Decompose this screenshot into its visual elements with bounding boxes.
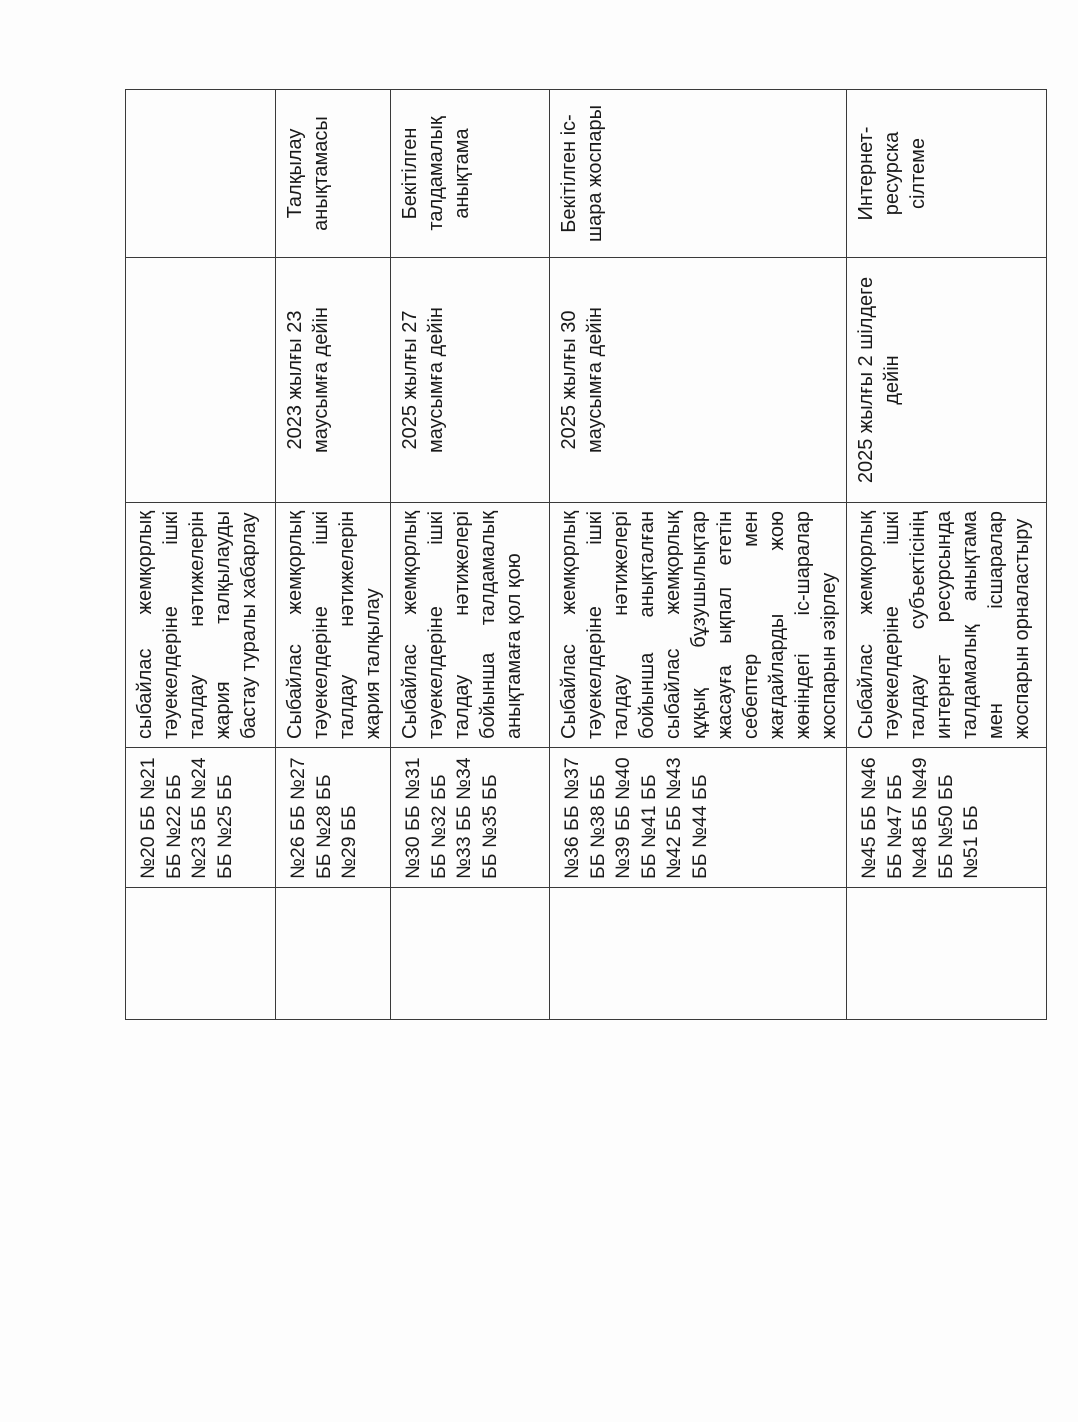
table-row [391, 90, 550, 1020]
codes-cell: №30 ББ №31 ББ №32 ББ №33 ББ №34 ББ №35 ББ [391, 748, 550, 888]
codes-cell: №20 ББ №21 ББ №22 ББ №23 ББ №24 ББ №25 ББ [126, 748, 276, 888]
deadline-cell: 2025 жылғы 27 маусымға дейін [391, 258, 550, 503]
deadline-cell: 2025 жылғы 30 маусымға дейін [550, 258, 847, 503]
table-row [126, 90, 276, 1020]
plan-table [125, 89, 1047, 1020]
result-cell: Бекітілген іс-шара жоспары [550, 90, 847, 258]
result-cell: Интернет-ресурска сілтеме [847, 90, 1047, 258]
action-cell: Сыбайлас жемқорлық тәуекелдеріне ішкі талдау нәтижелерін жария талқылау [276, 503, 391, 748]
result-cell: Бекітілген талдамалық анықтама [391, 90, 550, 258]
deadline-cell: 2025 жылғы 2 шілдеге дейін [847, 258, 1047, 503]
number-cell [126, 888, 276, 1020]
deadline-cell: 2023 жылғы 23 маусымға дейін [276, 258, 391, 503]
action-cell: Сыбайлас жемқорлық тәуекелдеріне ішкі талдау субъектісінің интернет ресурсында талдамалық анықтама мен ісшаралар жоспарын орналастыру [847, 503, 1047, 748]
number-cell [550, 888, 847, 1020]
action-cell: Сыбайлас жемқорлық тәуекелдеріне ішкі талдау нәтижелері бойынша анықталған сыбайлас жемқорлық құқық бұзушылықтар жасауға ықпал ететін себептер мен жағдайларды жою жөніндегі іс-шаралар жоспарын әзірлеу [550, 503, 847, 748]
result-cell: Талқылау анықтамасы [276, 90, 391, 258]
number-cell [847, 888, 1047, 1020]
codes-cell: №26 ББ №27 ББ №28 ББ №29 ББ [276, 748, 391, 888]
table-row [276, 90, 391, 1020]
result-cell [126, 90, 276, 258]
table-row [550, 90, 847, 1020]
action-cell: сыбайлас жемқорлық тәуекелдеріне ішкі талдау нәтижелерін жария талқылауды бастау туралы хабарлау [126, 503, 276, 748]
codes-cell: №36 ББ №37 ББ №38 ББ №39 ББ №40 ББ №41 ББ №42 ББ №43 ББ №44 ББ [550, 748, 847, 888]
codes-cell: №45 ББ №46 ББ №47 ББ №48 ББ №49 ББ №50 ББ №51 ББ [847, 748, 1047, 888]
action-cell: Сыбайлас жемқорлық тәуекелдеріне ішкі талдау нәтижелері бойынша талдамалық анықтамаға қол қою [391, 503, 550, 748]
rotated-table-wrapper [125, 90, 1033, 1020]
deadline-cell [126, 258, 276, 503]
table-row [847, 90, 1047, 1020]
number-cell [391, 888, 550, 1020]
number-cell [276, 888, 391, 1020]
